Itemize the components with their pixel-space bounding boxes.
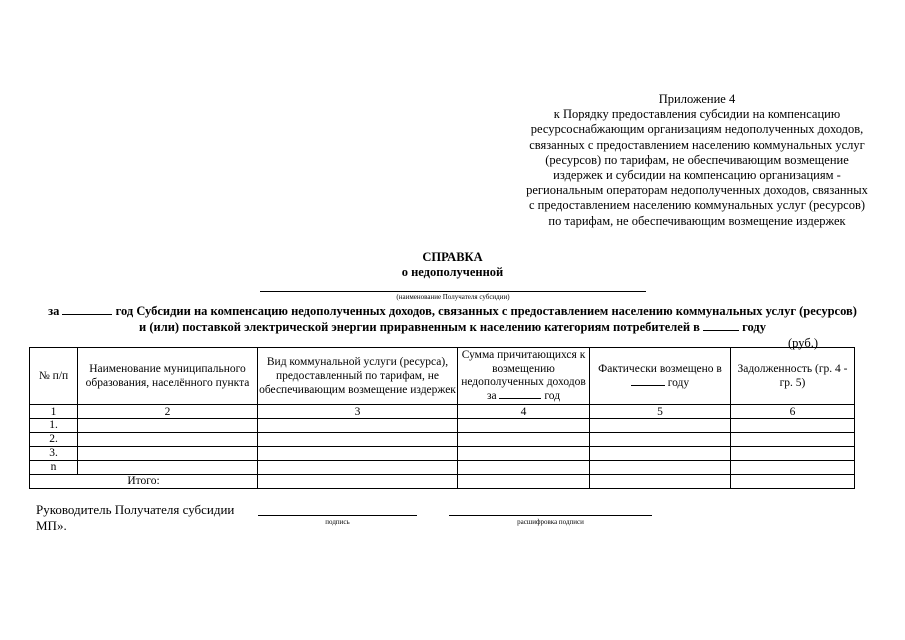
appendix-line: ресурсоснабжающим организациям недополученных доходов, [530,122,864,137]
decode-line [449,515,652,516]
table-cell [458,447,590,461]
row-number: 2. [30,433,78,447]
appendix-line: издержек и субсидии на компенсацию организациям - [553,168,841,183]
header-num: № п/п [30,348,78,405]
period-suffix: году [742,319,766,334]
subsidy-table [29,347,855,489]
year-blank [703,330,739,331]
header-debt: Задолженность (гр. 4 - гр. 5) [731,348,855,405]
appendix-line: связанных с предоставлением населению коммунальных услуг [529,137,865,152]
appendix-line: с предоставлением населению коммунальных услуг (ресурсов) [528,198,866,213]
document-title: СПРАВКА [422,250,483,264]
table-cell [258,419,458,433]
appendix-line: к Порядку предоставления субсидии на компенсацию [553,107,841,122]
table-cell [458,419,590,433]
table-cell [731,461,855,475]
table-cell [731,419,855,433]
table-cell [590,433,731,447]
document-heading [0,250,905,280]
table-cell [731,433,855,447]
table-cell [458,461,590,475]
table-cell [731,447,855,461]
table-cell [590,447,731,461]
header-actual: Фактически возмещено в году [590,348,731,405]
column-number: 1 [30,405,78,419]
table-cell [731,475,855,489]
row-number: n [30,461,78,475]
appendix-line: региональным операторам недополученных доходов, связанных [526,183,868,198]
column-number-row [30,405,855,419]
appendix-block [512,92,882,229]
header-service: Вид коммунальной услуги (ресурса), предоставленный по тарифам, не обеспечивающим возмещение издержек [258,348,458,405]
recipient-caption: (наименование Получателя субсидии) [396,293,510,301]
period-prefix: за [48,304,60,318]
table-cell [258,447,458,461]
table-cell [258,433,458,447]
column-number: 4 [458,405,590,419]
table-cell [78,433,258,447]
period-text-2: и (или) поставкой электрической энергии приравненным к населению категориям потребителей в [139,319,700,334]
total-row [30,475,855,489]
period-statement [30,304,875,335]
signature-line [258,515,417,516]
table-cell [458,475,590,489]
document-subtitle: о недополученной [401,265,504,279]
table-row [30,447,855,461]
period-text-1: год Субсидии на компенсацию недополученных доходов, связанных с предоставлением населению коммунальных услуг (ресурсов) [115,304,857,318]
period-line-2 [30,320,875,336]
stamp-mark: МП». [36,518,67,533]
column-number: 3 [258,405,458,419]
table-cell [78,447,258,461]
period-line-1 [30,304,875,320]
appendix-title: Приложение 4 [658,92,736,106]
decode-caption: расшифровка подписи [517,518,584,526]
year-blank [499,398,541,399]
column-number: 5 [590,405,731,419]
appendix-line: (ресурсов) по тарифам, не обеспечивающим возмещение [545,152,849,167]
table-cell [78,419,258,433]
signature-caption: подпись [325,518,350,526]
recipient-name-line [260,291,646,292]
table-cell [590,461,731,475]
table-cell [258,475,458,489]
row-number: 1. [30,419,78,433]
table-header-row [30,348,855,405]
header-sum: Сумма причитающихся к возмещению недополученных доходов за год [458,348,590,405]
total-label: Итого: [30,475,258,489]
row-number: 3. [30,447,78,461]
table-row [30,433,855,447]
appendix-line: по тарифам, не обеспечивающим возмещение издержек [548,213,846,228]
table-cell [78,461,258,475]
table-cell [590,419,731,433]
table-row [30,461,855,475]
table-cell [458,433,590,447]
column-number: 6 [731,405,855,419]
signer-role: Руководитель Получателя субсидии [36,502,235,517]
table-row [30,419,855,433]
column-number: 2 [78,405,258,419]
year-blank [62,314,112,315]
signature-block [36,502,234,534]
currency-unit: (руб.) [788,336,818,350]
table-cell [258,461,458,475]
table-cell [590,475,731,489]
year-blank [631,385,665,386]
header-municipality: Наименование муниципального образования, населённого пункта [78,348,258,405]
